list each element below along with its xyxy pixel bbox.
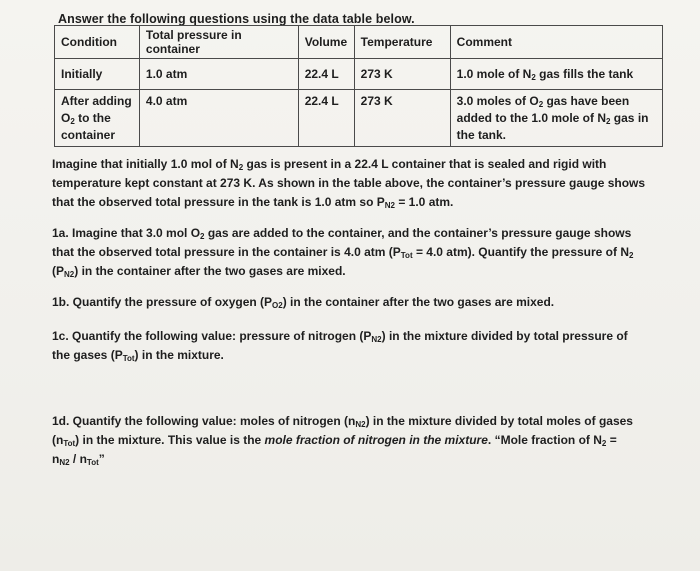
header-condition: Condition [55, 26, 140, 59]
scenario-paragraph: Imagine that initially 1.0 mol of $N_2$ gas is present in a 22.4 L container that is sealed and rigid with temperature kept constant at 273 K. As shown in the table above, the container’s pressure gauge shows that the observed total pressure in the tank is 1.0 atm so $P_{N2} = 1.0$ atm. [52, 157, 646, 210]
cell-comment: 1.0 mole of $N_2$ gas fills the tank [450, 59, 662, 90]
header-total-pressure: Total pressure in container [139, 26, 298, 59]
question-1d: 1d. Quantify the following value: moles of nitrogen $(n_{N2})$ in the mixture divided by total moles of gases $(n_{Tot})$ in the mixture. This value is the mole fraction of nitrogen in the mixture. “Mole fraction of $N_2$ = $n_{N2} / n_{Tot}$” [52, 414, 633, 467]
question-1c: 1c. Quantify the following value: pressure of nitrogen $(P_{N2})$ in the mixture divided by total pressure of the gases $(P_{Tot})$ in the mixture. [52, 329, 628, 363]
cell-temperature: 273 K [354, 59, 450, 90]
cell-condition: Initially [55, 59, 140, 90]
cell-pressure: 4.0 atm [139, 90, 298, 147]
question-1b: 1b. Quantify the pressure of oxygen $(P_{O2})$ in the container after the two gases are mixed. [52, 295, 555, 310]
cell-volume: 22.4 L [298, 59, 354, 90]
header-volume: Volume [298, 26, 354, 59]
table-header-row [55, 26, 663, 59]
table-row [55, 59, 663, 90]
cell-volume: 22.4 L [298, 90, 354, 147]
table-row [55, 90, 663, 147]
data-table [54, 25, 663, 147]
cell-comment: 3.0 moles of $O_2$ gas have been added to the 1.0 mole of $N_2$ gas in the tank. [450, 90, 662, 147]
header-comment: Comment [450, 26, 662, 59]
header-temperature: Temperature [354, 26, 450, 59]
cell-pressure: 1.0 atm [139, 59, 298, 90]
instructions-heading: Answer the following questions using the data table below. [58, 12, 415, 26]
cell-temperature: 273 K [354, 90, 450, 147]
cell-condition: After adding $O_2$ to the container [55, 90, 140, 147]
question-1a: 1a. Imagine that 3.0 mol $O_2$ gas are added to the container, and the container’s pressure gauge shows that the observed total pressure in the container is 4.0 atm ($P_{Tot} = 4.0$ atm). Quantify the pressure of $N_2$ $(P_{N2})$ in the container after the two gases are mixed. [52, 226, 634, 279]
